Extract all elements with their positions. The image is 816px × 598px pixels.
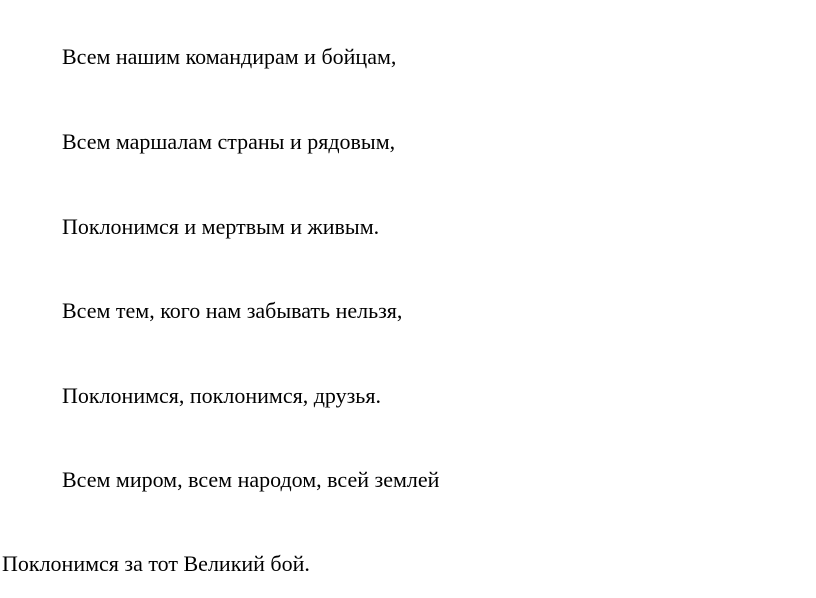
poem-line-6: Всем миром, всем народом, всей землей	[62, 467, 440, 492]
poem-line-2: Всем маршалам страны и рядовым,	[62, 129, 396, 154]
poem-line-7: Поклонимся за тот Великий бой.	[2, 551, 310, 576]
poem-line-5: Поклонимся, поклонимся, друзья.	[62, 383, 381, 408]
poem-line-1: Всем нашим командирам и бойцам,	[62, 44, 397, 69]
poem-line-3: Поклонимся и мертвым и живым.	[62, 214, 380, 239]
poem-line-4: Всем тем, кого нам забывать нельзя,	[62, 298, 403, 323]
